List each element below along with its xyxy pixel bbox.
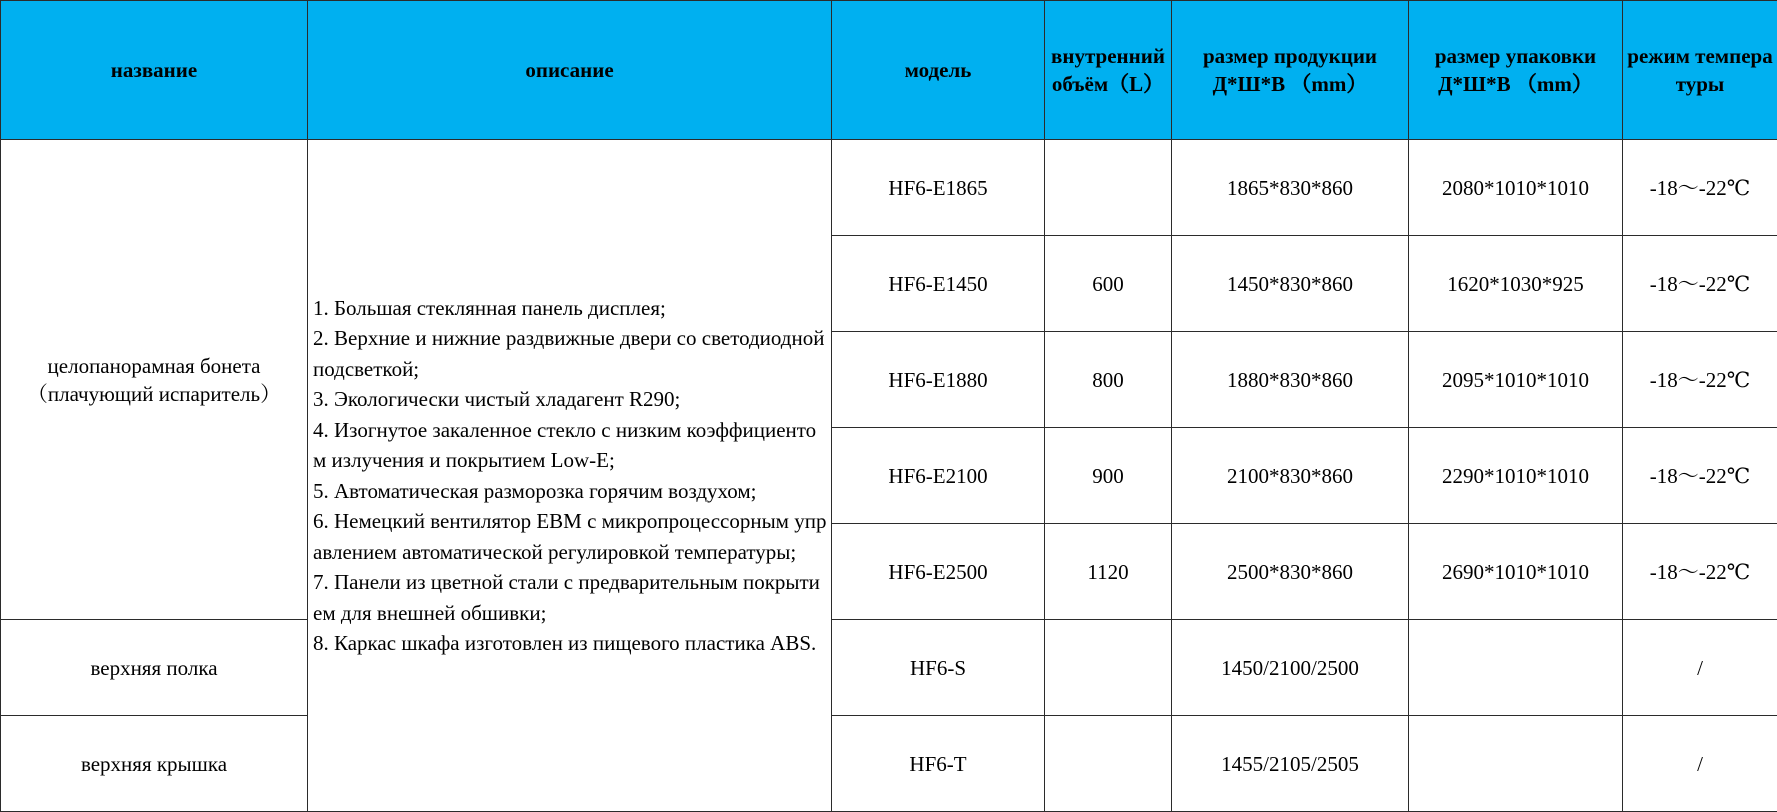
cell-product-size: 1865*830*860: [1172, 140, 1409, 236]
group-name-main: целопанорамная бонета （плачующий испаритель）: [1, 140, 308, 620]
cell-package-size: 2290*1010*1010: [1409, 428, 1623, 524]
table-row: [1, 716, 1777, 812]
cell-volume: 800: [1045, 332, 1172, 428]
description-cell: [308, 140, 832, 812]
cell-package-size: [1409, 716, 1623, 812]
cell-temperature: -18～-22℃: [1623, 332, 1777, 428]
cell-package-size: 2095*1010*1010: [1409, 332, 1623, 428]
cell-product-size: 1880*830*860: [1172, 332, 1409, 428]
description-item: 6. Немецкий вентилятор EBM с микропроцессорным управлением автоматической регулировкой температуры;: [313, 509, 827, 564]
cell-model: HF6-T: [832, 716, 1045, 812]
description-item: 8. Каркас шкафа изготовлен из пищевого пластика ABS.: [313, 631, 817, 655]
description-item: 3. Экологически чистый хладагент R290;: [313, 387, 681, 411]
header-temperature: режим температуры: [1623, 1, 1777, 140]
cell-temperature: -18～-22℃: [1623, 140, 1777, 236]
cell-package-size: [1409, 620, 1623, 716]
header-product-size: размер продукции Д*Ш*В （mm）: [1172, 1, 1409, 140]
description-item: 4. Изогнутое закаленное стекло с низким коэффициентом излучения и покрытием Low-E;: [313, 417, 817, 472]
cell-model: HF6-E1865: [832, 140, 1045, 236]
description-item: 7. Панели из цветной стали с предварительным покрытием для внешней обшивки;: [313, 570, 820, 625]
cell-volume: 600: [1045, 236, 1172, 332]
cell-product-size: 2100*830*860: [1172, 428, 1409, 524]
header-package-size: размер упаковки Д*Ш*В （mm）: [1409, 1, 1623, 140]
header-row: [1, 1, 1777, 140]
cell-model: HF6-E2100: [832, 428, 1045, 524]
group-name-cover: верхняя крышка: [1, 716, 308, 812]
cell-volume: 900: [1045, 428, 1172, 524]
cell-volume: [1045, 140, 1172, 236]
header-name: название: [1, 1, 308, 140]
cell-package-size: 2690*1010*1010: [1409, 524, 1623, 620]
description-item: 1. Большая стеклянная панель дисплея;: [313, 295, 666, 320]
cell-volume: [1045, 716, 1172, 812]
cell-product-size: 2500*830*860: [1172, 524, 1409, 620]
cell-model: HF6-E2500: [832, 524, 1045, 620]
table-row: [1, 140, 1777, 236]
cell-product-size: 1450/2100/2500: [1172, 620, 1409, 716]
cell-temperature: -18～-22℃: [1623, 524, 1777, 620]
cell-volume: [1045, 620, 1172, 716]
cell-product-size: 1450*830*860: [1172, 236, 1409, 332]
cell-temperature: -18～-22℃: [1623, 428, 1777, 524]
cell-package-size: 2080*1010*1010: [1409, 140, 1623, 236]
header-description: описание: [308, 1, 832, 140]
description-item: 2. Верхние и нижние раздвижные двери со светодиодной подсветкой;: [313, 326, 825, 381]
cell-package-size: 1620*1030*925: [1409, 236, 1623, 332]
cell-model: HF6-E1450: [832, 236, 1045, 332]
header-volume: внутренний объём（L）: [1045, 1, 1172, 140]
cell-temperature: /: [1623, 716, 1777, 812]
cell-model: HF6-S: [832, 620, 1045, 716]
table-row: [1, 620, 1777, 716]
cell-model: HF6-E1880: [832, 332, 1045, 428]
group-name-shelf: верхняя полка: [1, 620, 308, 716]
header-model: модель: [832, 1, 1045, 140]
cell-product-size: 1455/2105/2505: [1172, 716, 1409, 812]
cell-temperature: -18～-22℃: [1623, 236, 1777, 332]
description-item: 5. Автоматическая разморозка горячим воздухом;: [313, 478, 757, 503]
cell-volume: 1120: [1045, 524, 1172, 620]
cell-temperature: /: [1623, 620, 1777, 716]
